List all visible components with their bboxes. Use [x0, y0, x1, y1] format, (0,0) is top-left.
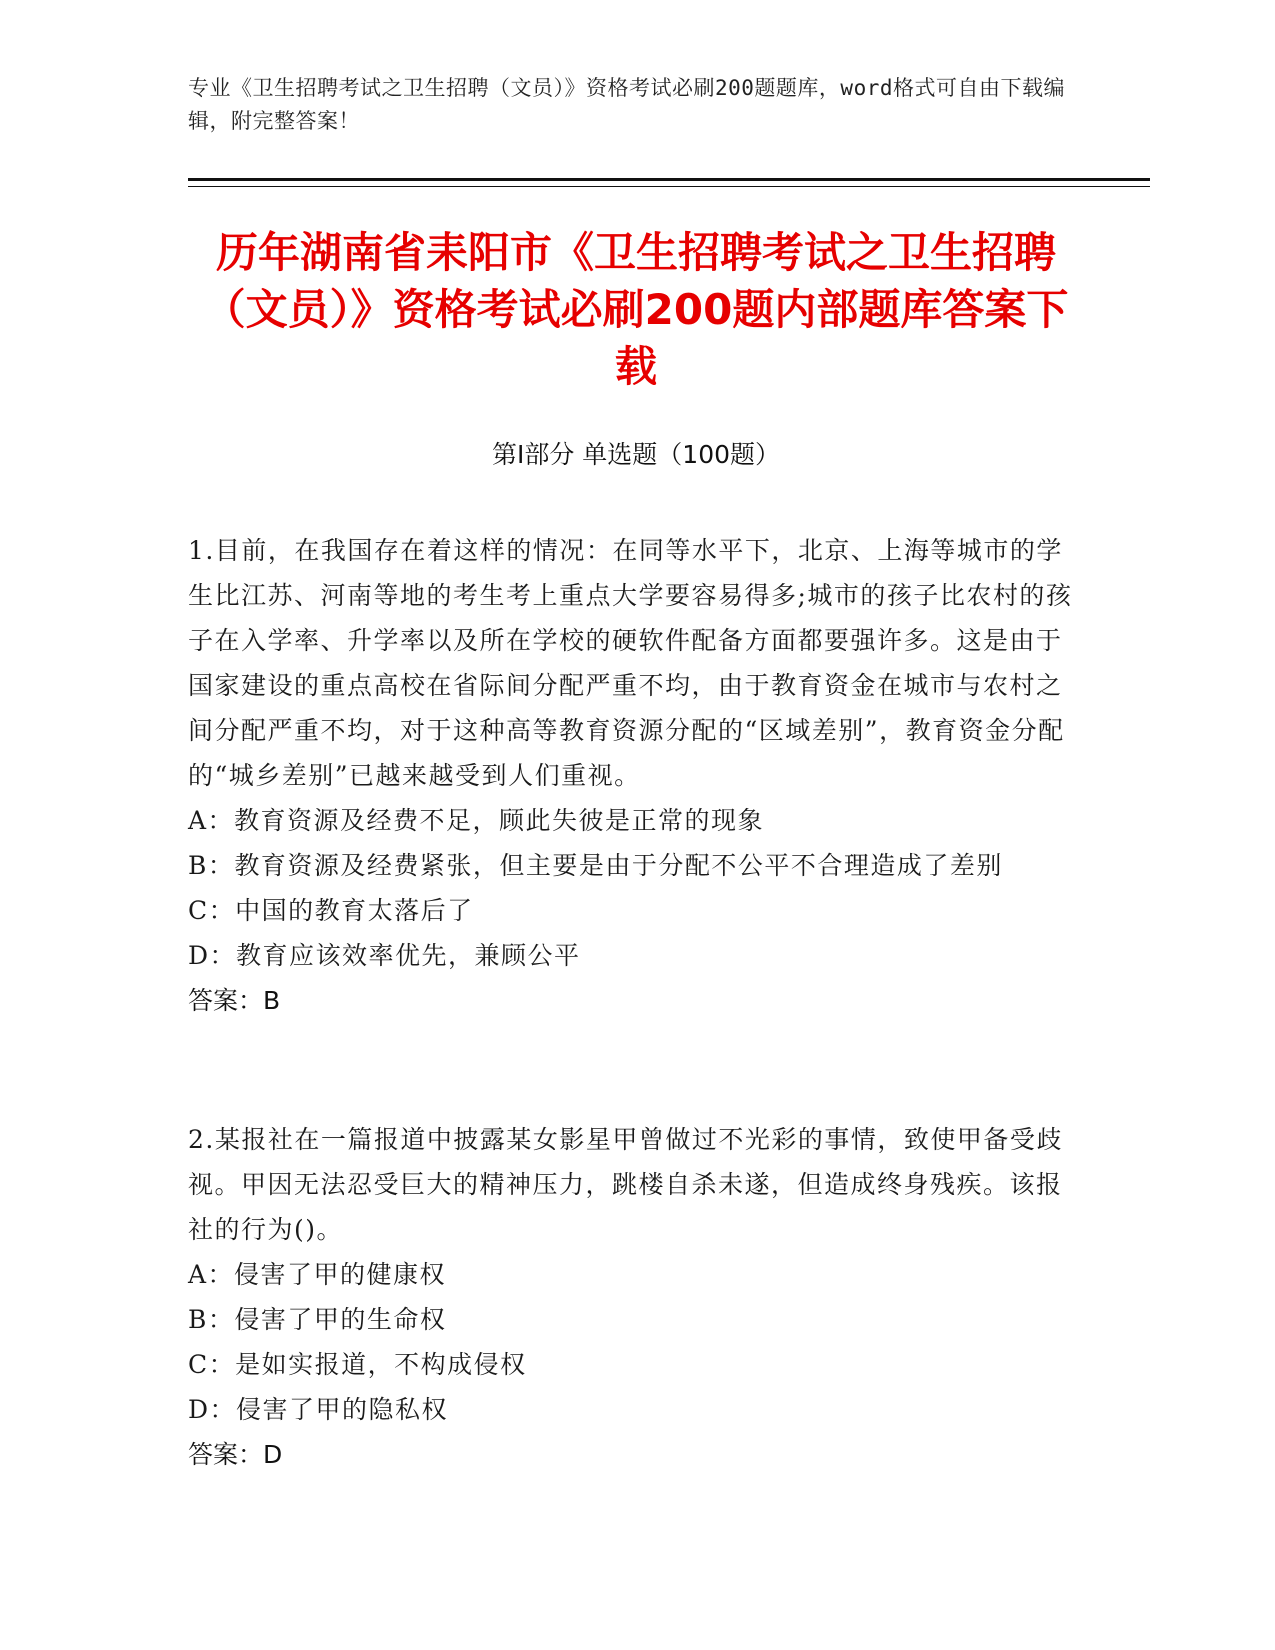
option-d: D：教育应该效率优先，兼顾公平	[188, 941, 581, 970]
option-a: A：教育资源及经费不足，顾此失彼是正常的现象	[188, 806, 765, 835]
document-title: 历年湖南省耒阳市《卫生招聘考试之卫生招聘（文员）》资格考试必刷200题内部题库答案下载	[203, 228, 1069, 391]
option-a: A：侵害了甲的健康权	[188, 1260, 447, 1289]
answer: 答案：D	[188, 1440, 283, 1469]
option-c: C：是如实报道，不构成侵权	[188, 1350, 527, 1379]
question-1	[188, 528, 1088, 1023]
answer: 答案：B	[188, 986, 281, 1015]
question-stem: 2.某报社在一篇报道中披露某女影星甲曾做过不光彩的事情，致使甲备受歧视。甲因无法忍受巨大的精神压力，跳楼自杀未遂，但造成终身残疾。该报社的行为()。	[188, 1125, 1063, 1244]
header-divider-thin	[188, 186, 1150, 187]
section-heading: 第Ⅰ部分 单选题（100题）	[491, 440, 781, 469]
header-note: 专业《卫生招聘考试之卫生招聘（文员）》资格考试必刷200题题库，word格式可自由下载编辑，附完整答案！	[188, 76, 1065, 133]
option-c: C：中国的教育太落后了	[188, 896, 474, 925]
question-stem: 1.目前，在我国存在着这样的情况：在同等水平下，北京、上海等城市的学生比江苏、河南等地的考生考上重点大学要容易得多;城市的孩子比农村的孩子在入学率、升学率以及所在学校的硬软件配备方面都要强许多。这是由于国家建设的重点高校在省际间分配严重不均，由于教育资金在城市与农村之间分配严重不均，对于这种高等教育资源分配的“区域差别”，教育资金分配的“城乡差别”已越来越受到人们重视。	[188, 536, 1073, 790]
option-b: B：教育资源及经费紧张，但主要是由于分配不公平不合理造成了差别	[188, 851, 1003, 880]
option-d: D：侵害了甲的隐私权	[188, 1395, 449, 1424]
header-divider-thick	[188, 178, 1150, 181]
question-2	[188, 1117, 1088, 1477]
option-b: B：侵害了甲的生命权	[188, 1305, 447, 1334]
